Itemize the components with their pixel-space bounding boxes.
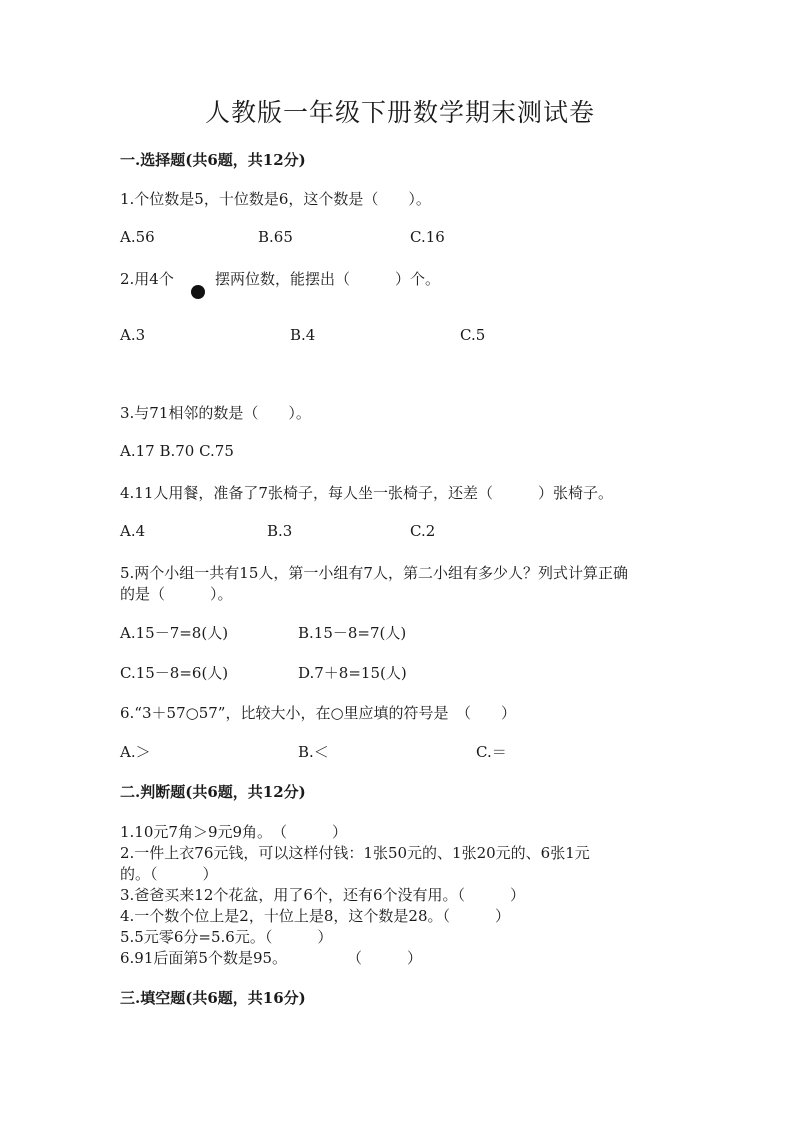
- q5-option-c: C.15－8=6(人): [120, 664, 229, 682]
- page-title: 人教版一年级下册数学期末测试卷: [204, 98, 595, 127]
- q1-option-a: A.56: [120, 228, 155, 246]
- judge-item-4: 4.一个数个位上是2，十位上是8，这个数是28。（ ）: [120, 907, 510, 925]
- judge-item-1: 1.10元7角＞9元9角。 （ ）: [120, 823, 348, 841]
- judge-item-2-cont: 的。（ ）: [120, 865, 218, 883]
- question-5-line1: 5.两个小组一共有15人，第一小组有7人，第二小组有多少人？列式计算正确: [120, 564, 628, 582]
- q6-option-a: A.＞: [120, 743, 151, 761]
- q4-option-a: A.4: [120, 522, 146, 540]
- question-1: 1.个位数是5，十位数是6，这个数是（ ）。: [120, 190, 431, 208]
- question-3: 3.与71相邻的数是（ ）。: [120, 404, 311, 422]
- question-2-end: 摆两位数，能摆出（ ）个。: [215, 270, 441, 288]
- q4-option-c: C.2: [410, 522, 436, 540]
- judge-item-6: 6.91后面第5个数是95。 （ ）: [120, 949, 423, 967]
- judge-item-2: 2.一件上衣76元钱，可以这样付钱：1张50元的、1张20元的、6张1元: [120, 844, 590, 862]
- question-6: 6.“3＋57○57”，比较大小，在○里应填的符号是 （ ）: [120, 704, 517, 722]
- q2-option-c: C.5: [460, 326, 486, 344]
- judge-item-3: 3.爸爸买来12个花盆，用了6个，还有6个没有用。（ ）: [120, 886, 525, 904]
- section-heading-judge: 二.判断题(共6题，共12分): [120, 783, 306, 801]
- q6-option-b: B.＜: [298, 743, 329, 761]
- judge-item-5: 5.5元零6分=5.6元。（ ）: [120, 928, 333, 946]
- q1-option-b: B.65: [258, 228, 293, 246]
- q5-option-d: D.7＋8=15(人): [298, 664, 407, 682]
- section-heading-choice: 一.选择题(共6题，共12分): [120, 151, 306, 169]
- section-heading-fill: 三.填空题(共6题，共16分): [120, 989, 306, 1007]
- q4-option-b: B.3: [267, 522, 293, 540]
- black-dot-icon: [191, 285, 205, 299]
- q1-option-c: C.16: [410, 228, 445, 246]
- q2-option-b: B.4: [290, 326, 316, 344]
- question-2-start: 2.用4个: [120, 270, 174, 288]
- q5-option-a: A.15－7=8(人): [120, 624, 229, 642]
- q2-option-a: A.3: [120, 326, 146, 344]
- q6-option-c: C.＝: [476, 743, 507, 761]
- question-5-line2: 的是（ ）。: [120, 585, 233, 603]
- q5-option-b: B.15－8=7(人): [298, 624, 407, 642]
- question-4: 4.11人用餐，准备了7张椅子，每人坐一张椅子，还差（ ）张椅子。: [120, 484, 613, 502]
- q3-options: A.17 B.70 C.75: [120, 442, 234, 460]
